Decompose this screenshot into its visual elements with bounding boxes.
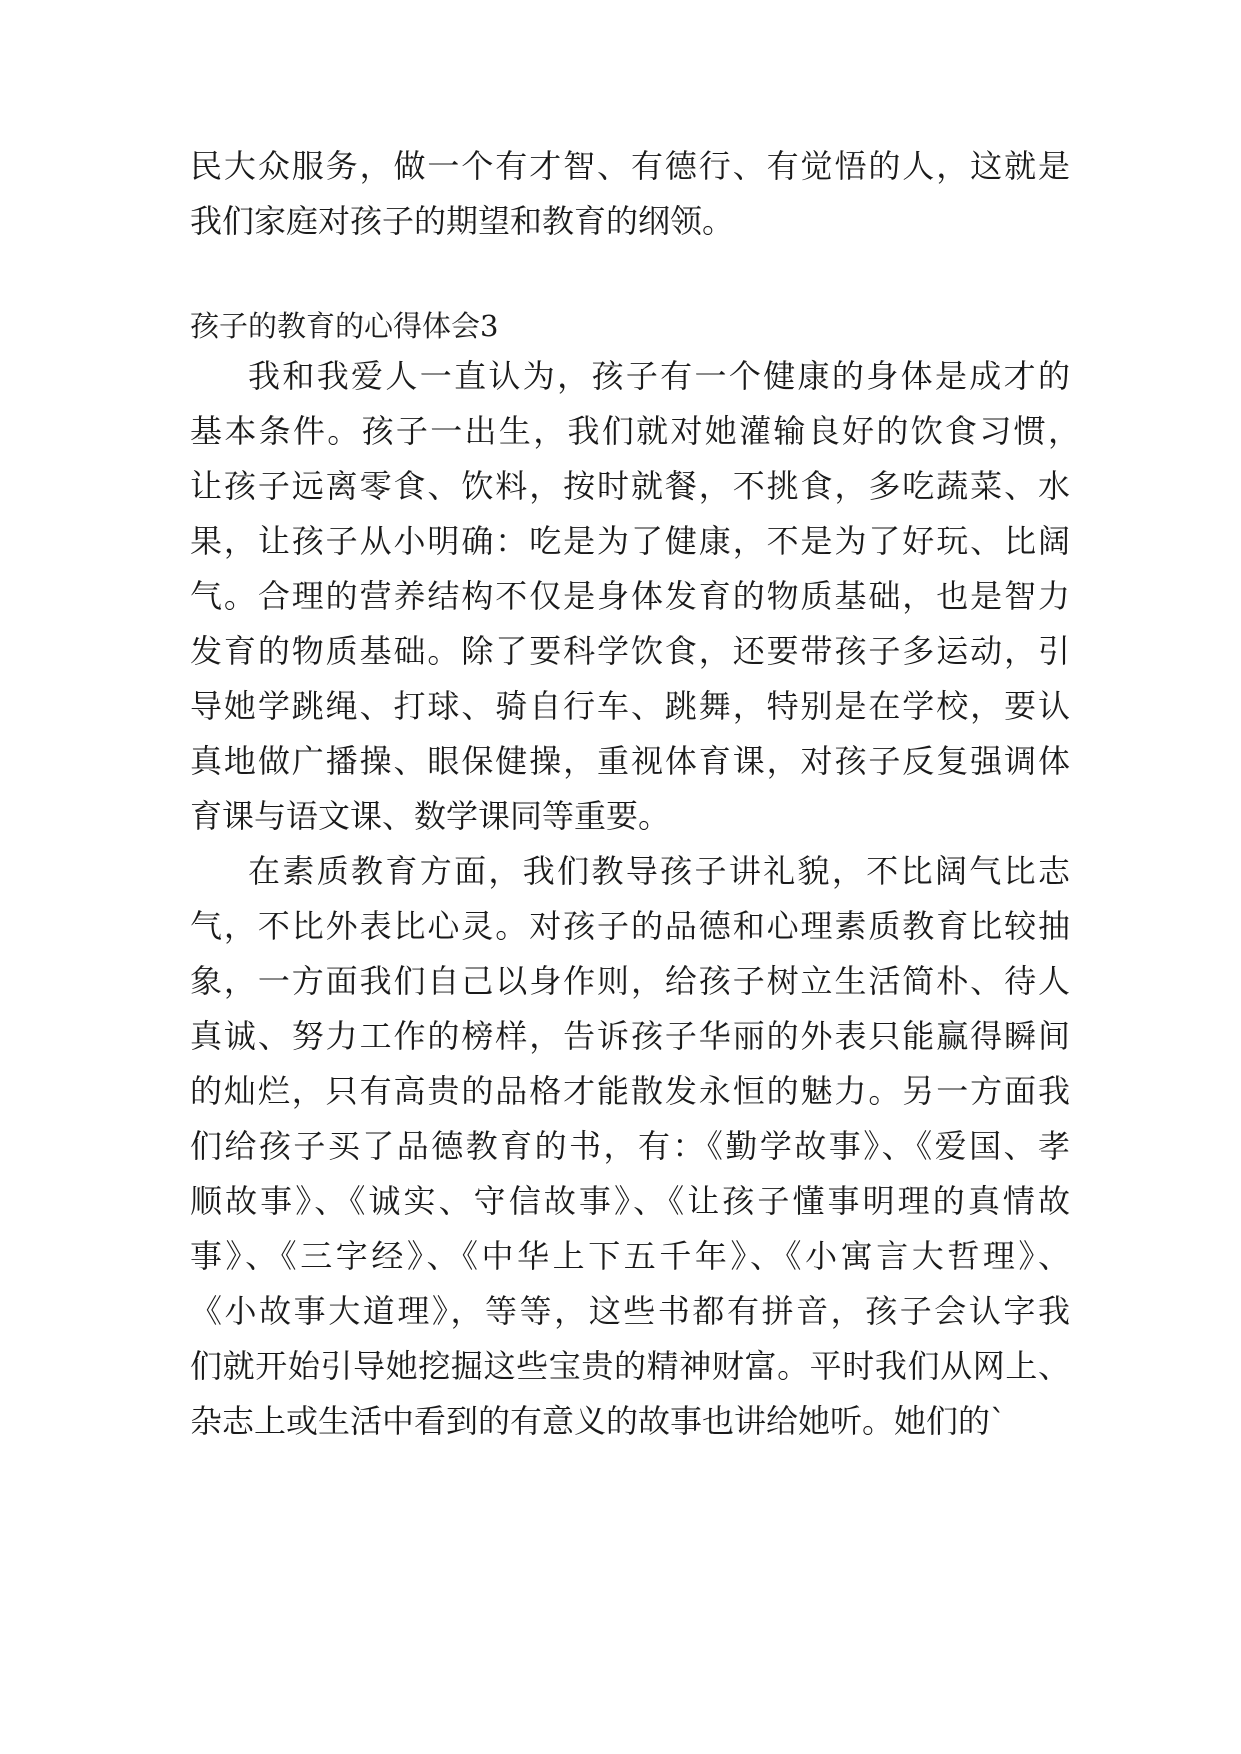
paragraph-2-line-7: 顺故事》、《诚实、守信故事》、《让孩子懂事明理的真情故 — [190, 1182, 1070, 1220]
paragraph-1-line-1: 我和我爱人一直认为，孩子有一个健康的身体是成才的 — [248, 357, 1070, 395]
paragraph-1-line-7: 导她学跳绳、打球、骑自行车、跳舞，特别是在学校，要认 — [190, 687, 1070, 725]
paragraph-2-line-5: 的灿烂，只有高贵的品格才能散发永恒的魅力。另一方面我 — [190, 1072, 1070, 1110]
intro-line-2: 我们家庭对孩子的期望和教育的纲领。 — [190, 202, 735, 240]
paragraph-1-line-3: 让孩子远离零食、饮料，按时就餐，不挑食，多吃蔬菜、水 — [190, 467, 1070, 505]
paragraph-2-line-8: 事》、《三字经》、《中华上下五千年》、《小寓言大哲理》、 — [190, 1237, 1070, 1275]
intro-line-1: 民大众服务，做一个有才智、有德行、有觉悟的人，这就是 — [190, 147, 1070, 185]
paragraph-2-line-11: 杂志上或生活中看到的有意义的故事也讲给她听。她们的` — [190, 1402, 1007, 1440]
paragraph-2-line-4: 真诚、努力工作的榜样，告诉孩子华丽的外表只能赢得瞬间 — [190, 1017, 1070, 1055]
paragraph-1-line-5: 气。合理的营养结构不仅是身体发育的物质基础，也是智力 — [190, 577, 1070, 615]
paragraph-1-line-4: 果，让孩子从小明确：吃是为了健康，不是为了好玩、比阔 — [190, 522, 1070, 560]
paragraph-2-line-9: 《小故事大道理》，等等，这些书都有拼音，孩子会认字我 — [190, 1292, 1070, 1330]
paragraph-2-line-2: 气，不比外表比心灵。对孩子的品德和心理素质教育比较抽 — [190, 907, 1070, 945]
paragraph-1-line-9: 育课与语文课、数学课同等重要。 — [190, 797, 671, 835]
paragraph-2-line-1: 在素质教育方面，我们教导孩子讲礼貌，不比阔气比志 — [248, 852, 1070, 890]
paragraph-2-line-10: 们就开始引导她挖掘这些宝贵的精神财富。平时我们从网上、 — [190, 1347, 1070, 1385]
paragraph-1-line-6: 发育的物质基础。除了要科学饮食，还要带孩子多运动，引 — [190, 632, 1070, 670]
paragraph-1-line-8: 真地做广播操、眼保健操，重视体育课，对孩子反复强调体 — [190, 742, 1070, 780]
paragraph-1-line-2: 基本条件。孩子一出生，我们就对她灌输良好的饮食习惯， — [190, 412, 1080, 450]
section-heading: 孩子的教育的心得体会3 — [190, 309, 499, 343]
paragraph-2-line-3: 象，一方面我们自己以身作则，给孩子树立生活简朴、待人 — [190, 962, 1070, 1000]
paragraph-2-line-6: 们给孩子买了品德教育的书，有：《勤学故事》、《爱国、孝 — [190, 1127, 1070, 1165]
